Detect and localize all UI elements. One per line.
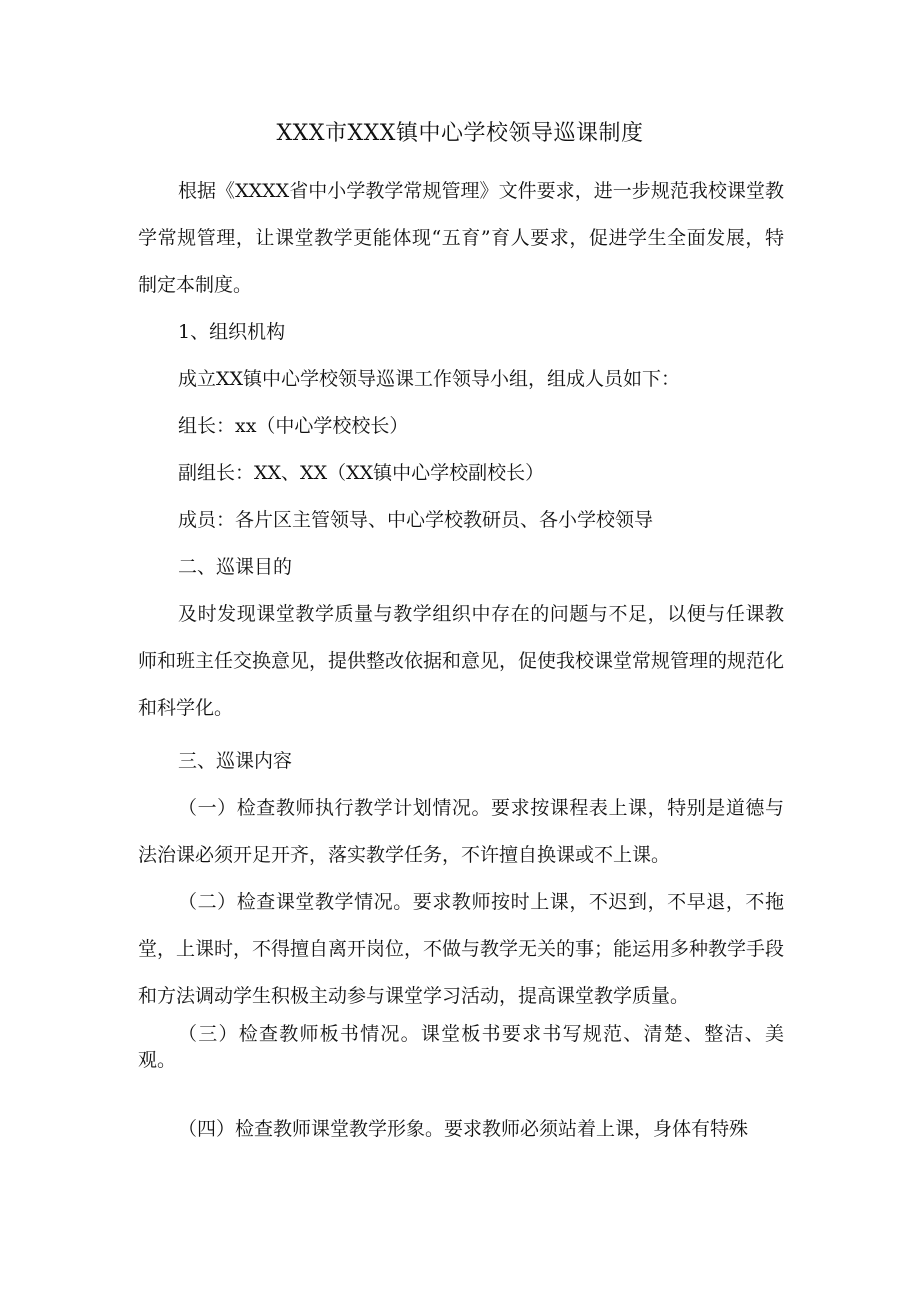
section-heading-content: 三、巡课内容 <box>178 750 293 772</box>
section-heading-organization: 1、组织机构 <box>178 321 286 343</box>
members-line: 成员：各片区主管领导、中心学校教研员、各小学校领导 <box>178 509 654 531</box>
organization-intro-line: 成立XX镇中心学校领导巡课工作领导小组，组成人员如下： <box>178 368 681 390</box>
content-item-2: （二）检查课堂教学情况。要求教师按时上课，不迟到，不早退，不拖堂，上课时，不得擅自离开岗位，不做与教学无关的事；能运用多种教学手段和方法调动学生积极主动参与课堂学习活动，提高课堂教学质量。 <box>138 891 785 1007</box>
content-item-1: （一）检查教师执行教学计划情况。要求按课程表上课，特别是道德与法治课必须开足开齐，落实教学任务，不许擅自换课或不上课。 <box>138 797 784 866</box>
intro-paragraph: 根据《XXXX省中小学教学常规管理》文件要求，进一步规范我校课堂教学常规管理，让课堂教学更能体现“五育”育人要求，促进学生全面发展，特制定本制度。 <box>138 180 784 296</box>
content-item-3: （三）检查教师板书情况。课堂板书要求书写规范、清楚、整洁、美观。 <box>138 1023 784 1071</box>
purpose-paragraph: 及时发现课堂教学质量与教学组织中存在的问题与不足，以便与任课教师和班主任交换意见，提供整改依据和意见，促使我校课堂常规管理的规范化和科学化。 <box>138 603 785 719</box>
deputy-leader-line: 副组长：XX、XX（XX镇中心学校副校长） <box>178 462 545 484</box>
section-heading-purpose: 二、巡课目的 <box>178 556 293 578</box>
leader-line: 组长：xx（中心学校校长） <box>178 415 409 437</box>
content-item-4: （四）检查教师课堂教学形象。要求教师必须站着上课，身体有特殊 <box>178 1118 749 1140</box>
document-title: XXX市XXX镇中心学校领导巡课制度 <box>276 121 644 146</box>
